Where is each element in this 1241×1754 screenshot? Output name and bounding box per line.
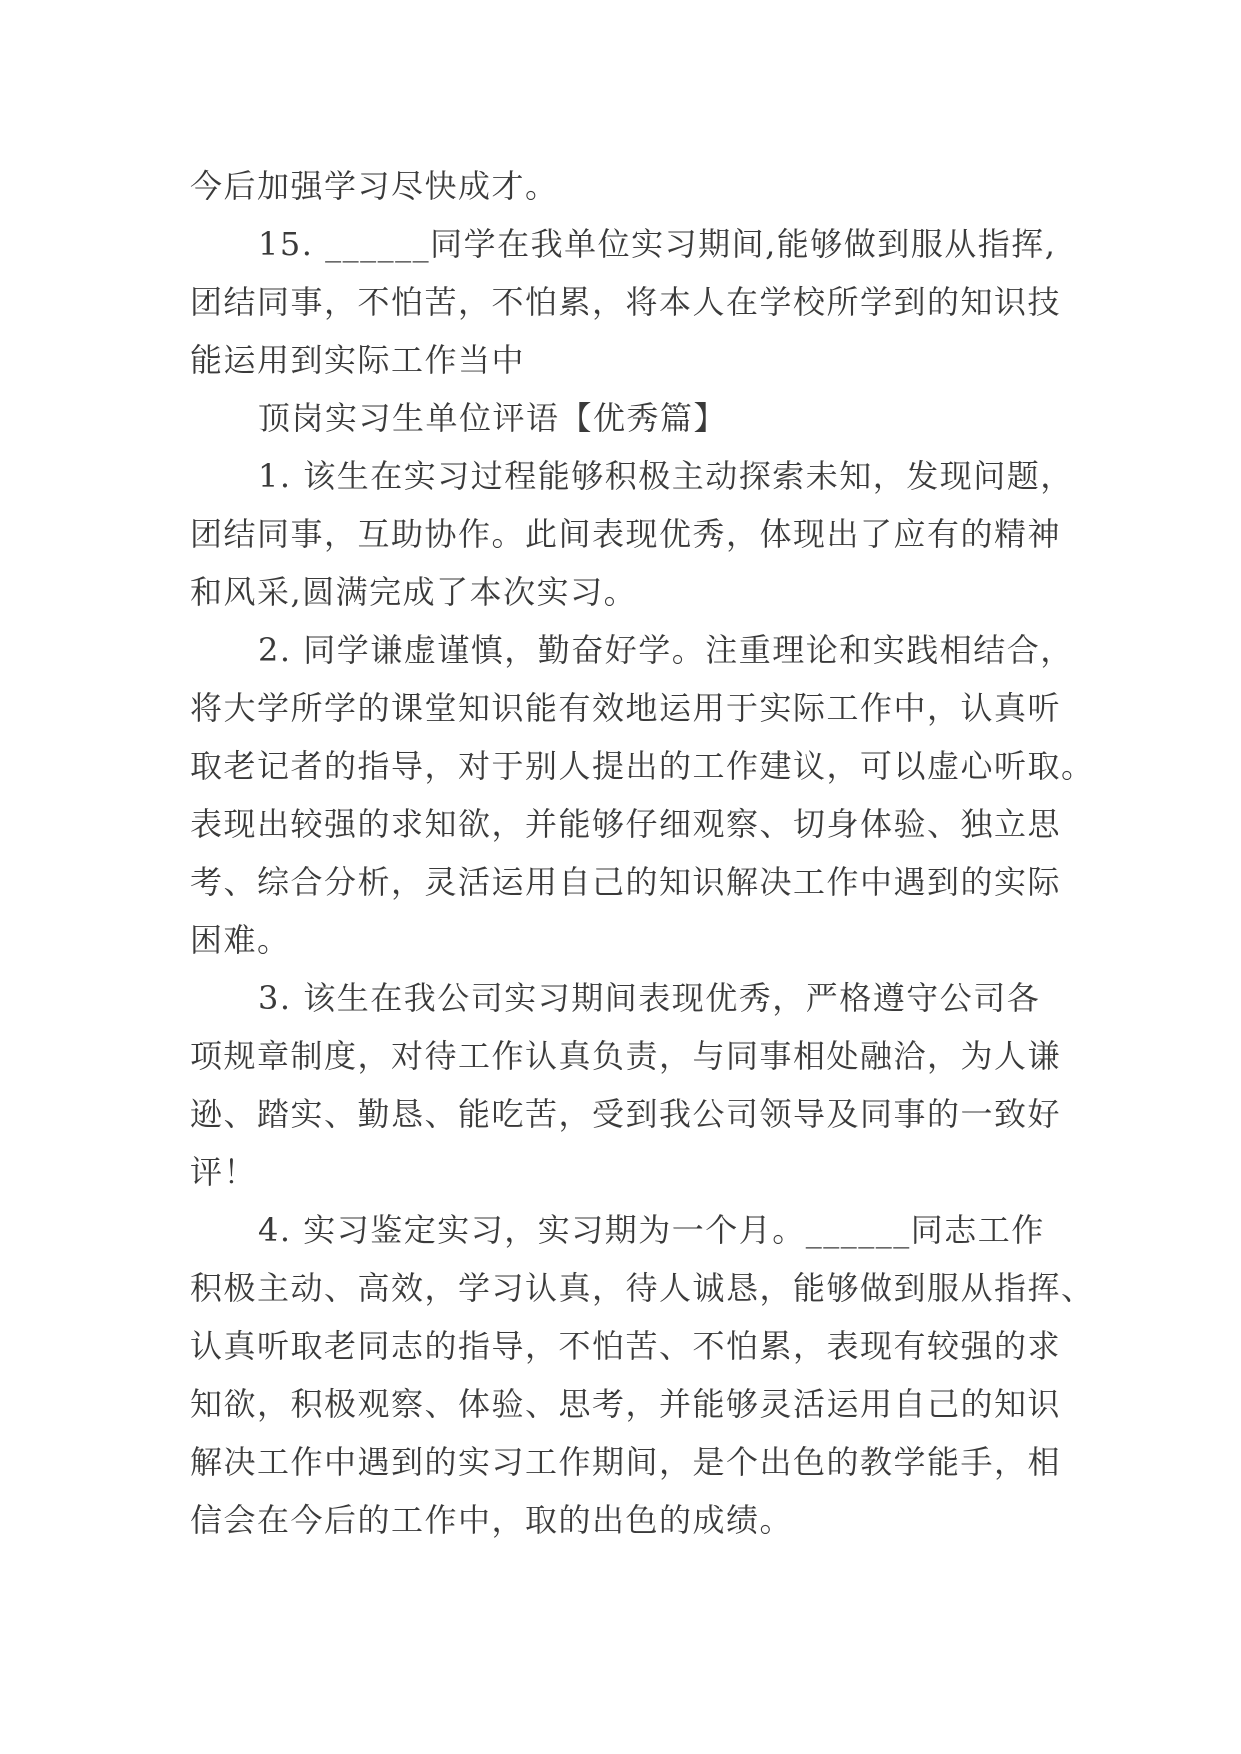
paragraph-1-start: 1. 该生在实习过程能够积极主动探索未知，发现问题， xyxy=(258,457,1074,495)
paragraph-15-start: 15. ______同学在我单位实习期间,能够做到服从指挥, xyxy=(258,225,1057,263)
text-line: 困难。 xyxy=(190,921,291,959)
text-line: 积极主动、高效，学习认真，待人诚恳，能够做到服从指挥、 xyxy=(190,1269,1095,1307)
text-line: 项规章制度，对待工作认真负责，与同事相处融洽，为人谦 xyxy=(190,1037,1062,1075)
text-line: 逊、踏实、勤恳、能吃苦，受到我公司领导及同事的一致好 xyxy=(190,1095,1062,1133)
text-line: 解决工作中遇到的实习工作期间，是个出色的教学能手，相 xyxy=(190,1443,1062,1481)
text-line: 知欲，积极观察、体验、思考，并能够灵活运用自己的知识 xyxy=(190,1385,1062,1423)
paragraph-3-start: 3. 该生在我公司实习期间表现优秀，严格遵守公司各 xyxy=(258,979,1041,1017)
text-line: 表现出较强的求知欲，并能够仔细观察、切身体验、独立思 xyxy=(190,805,1062,843)
paragraph-4-start: 4. 实习鉴定实习，实习期为一个月。______同志工作 xyxy=(258,1211,1045,1249)
text-line: 团结同事，不怕苦，不怕累，将本人在学校所学到的知识技 xyxy=(190,283,1062,321)
text-line: 和风采,圆满完成了本次实习。 xyxy=(190,573,638,611)
text-line: 信会在今后的工作中，取的出色的成绩。 xyxy=(190,1501,794,1539)
paragraph-2-start: 2. 同学谦虚谨慎，勤奋好学。注重理论和实践相结合， xyxy=(258,631,1074,669)
text-line: 认真听取老同志的指导，不怕苦、不怕累，表现有较强的求 xyxy=(190,1327,1062,1365)
text-line: 评！ xyxy=(190,1153,258,1191)
section-heading: 顶岗实习生单位评语【优秀篇】 xyxy=(258,399,728,437)
text-line: 能运用到实际工作当中 xyxy=(190,341,526,379)
text-line: 今后加强学习尽快成才。 xyxy=(190,167,559,205)
text-line: 将大学所学的课堂知识能有效地运用于实际工作中，认真听 xyxy=(190,689,1062,727)
text-line: 取老记者的指导，对于别人提出的工作建议，可以虚心听取。 xyxy=(190,747,1095,785)
text-line: 考、综合分析，灵活运用自己的知识解决工作中遇到的实际 xyxy=(190,863,1062,901)
text-line: 团结同事，互助协作。此间表现优秀，体现出了应有的精神 xyxy=(190,515,1062,553)
